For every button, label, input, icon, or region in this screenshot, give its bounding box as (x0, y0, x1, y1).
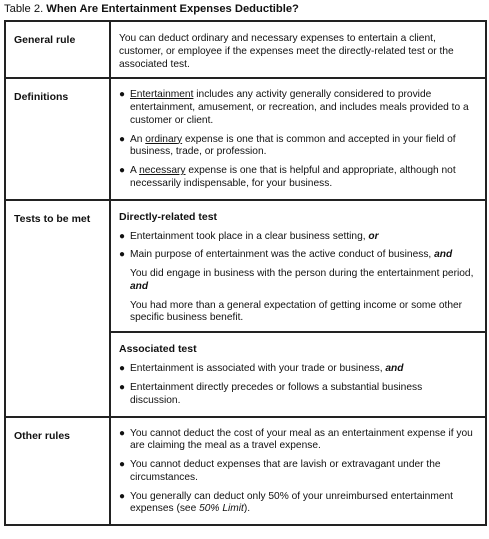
test-conjunction: and (130, 280, 149, 292)
bullet-icon: ● (119, 490, 126, 502)
definition-term: Entertainment (130, 89, 194, 101)
row-label-tests: Tests to be met (5, 200, 110, 417)
bullet-icon: ● (119, 230, 126, 242)
row-label-definitions: Definitions (5, 78, 110, 199)
general-rule-text: You can deduct ordinary and necessary expenses to entertain a client, customer, or employee if the expenses meet the directly-related test or the associated test. (119, 33, 454, 70)
bullet-icon: ● (119, 427, 126, 439)
rule-item (119, 491, 475, 517)
table-row-tests (5, 200, 486, 417)
row-content-definitions (110, 78, 486, 199)
test-bullet (119, 249, 475, 262)
directly-related-heading: Directly-related test (119, 210, 218, 223)
row-content-general-rule (110, 21, 486, 78)
definition-pre: A (130, 165, 140, 176)
table-caption (4, 2, 485, 16)
test-conjunction: and (385, 363, 404, 375)
definition-post: expense is one that is helpful and appropriate, although not necessarily indispensable, for your business. (130, 165, 456, 189)
bullet-icon: ● (119, 89, 126, 101)
bullet-icon: ● (119, 363, 126, 375)
test-text: You did engage in business with the person during the entertainment period, (130, 268, 474, 280)
rule-text: You generally can deduct only 50% of your unreimbursed entertainment expenses (see (130, 490, 453, 515)
rule-text: You cannot deduct expenses that are lavish or extravagant under the circumstances. (130, 459, 441, 483)
deductibility-table (4, 20, 487, 526)
table-row-definitions (5, 78, 486, 199)
test-conjunction: and (434, 249, 453, 261)
cross-reference-link[interactable]: 50% Limit (199, 503, 244, 515)
bullet-icon: ● (119, 459, 126, 471)
bullet-icon: ● (119, 133, 126, 145)
definition-item (119, 165, 475, 191)
row-content-tests (110, 200, 486, 417)
definition-post: includes any activity generally considered to provide entertainment, amusement, or recreation, and includes meals provided to a customer or client. (130, 89, 469, 126)
test-bullet (119, 231, 475, 244)
test-continuation (130, 268, 475, 294)
definition-term: necessary (139, 165, 186, 176)
table-row-general-rule (5, 21, 486, 78)
test-text: Entertainment is associated with your trade or business, (130, 363, 386, 375)
test-continuation (130, 300, 475, 326)
bullet-icon: ● (119, 249, 126, 261)
rule-text: You cannot deduct the cost of your meal as an entertainment expense if you are claiming the meal as a travel expense. (130, 427, 473, 452)
test-text: You had more than a general expectation of getting income or some other specific business benefit. (130, 299, 463, 324)
rule-item (119, 459, 475, 485)
definition-post: expense is one that is common and accepted in your field of business, trade, or profession. (130, 133, 456, 158)
test-conjunction: or (368, 230, 379, 242)
test-text: Entertainment took place in a clear business setting, (130, 230, 369, 242)
table-row-other-rules (5, 417, 486, 526)
table-number: Table 2. (4, 3, 44, 15)
definition-item (119, 89, 475, 127)
rule-text-tail: ). (243, 503, 251, 515)
bullet-icon: ● (119, 382, 126, 394)
bullet-icon: ● (119, 165, 126, 176)
test-text: Entertainment directly precedes or follows a substantial business discussion. (130, 382, 423, 406)
rule-item (119, 428, 475, 454)
row-label-other-rules: Other rules (5, 417, 110, 526)
row-label-general-rule: General rule (5, 21, 110, 78)
test-bullet (119, 363, 475, 376)
associated-heading: Associated test (119, 343, 197, 356)
definition-pre: An (130, 133, 146, 145)
table-title: When Are Entertainment Expenses Deductible? (46, 3, 299, 15)
definition-term: ordinary (145, 133, 183, 145)
test-bullet (119, 382, 475, 408)
associated-test-section (111, 331, 485, 407)
test-text: Main purpose of entertainment was the active conduct of business, (130, 249, 435, 261)
definition-item (119, 134, 475, 160)
row-content-other-rules (110, 417, 486, 526)
